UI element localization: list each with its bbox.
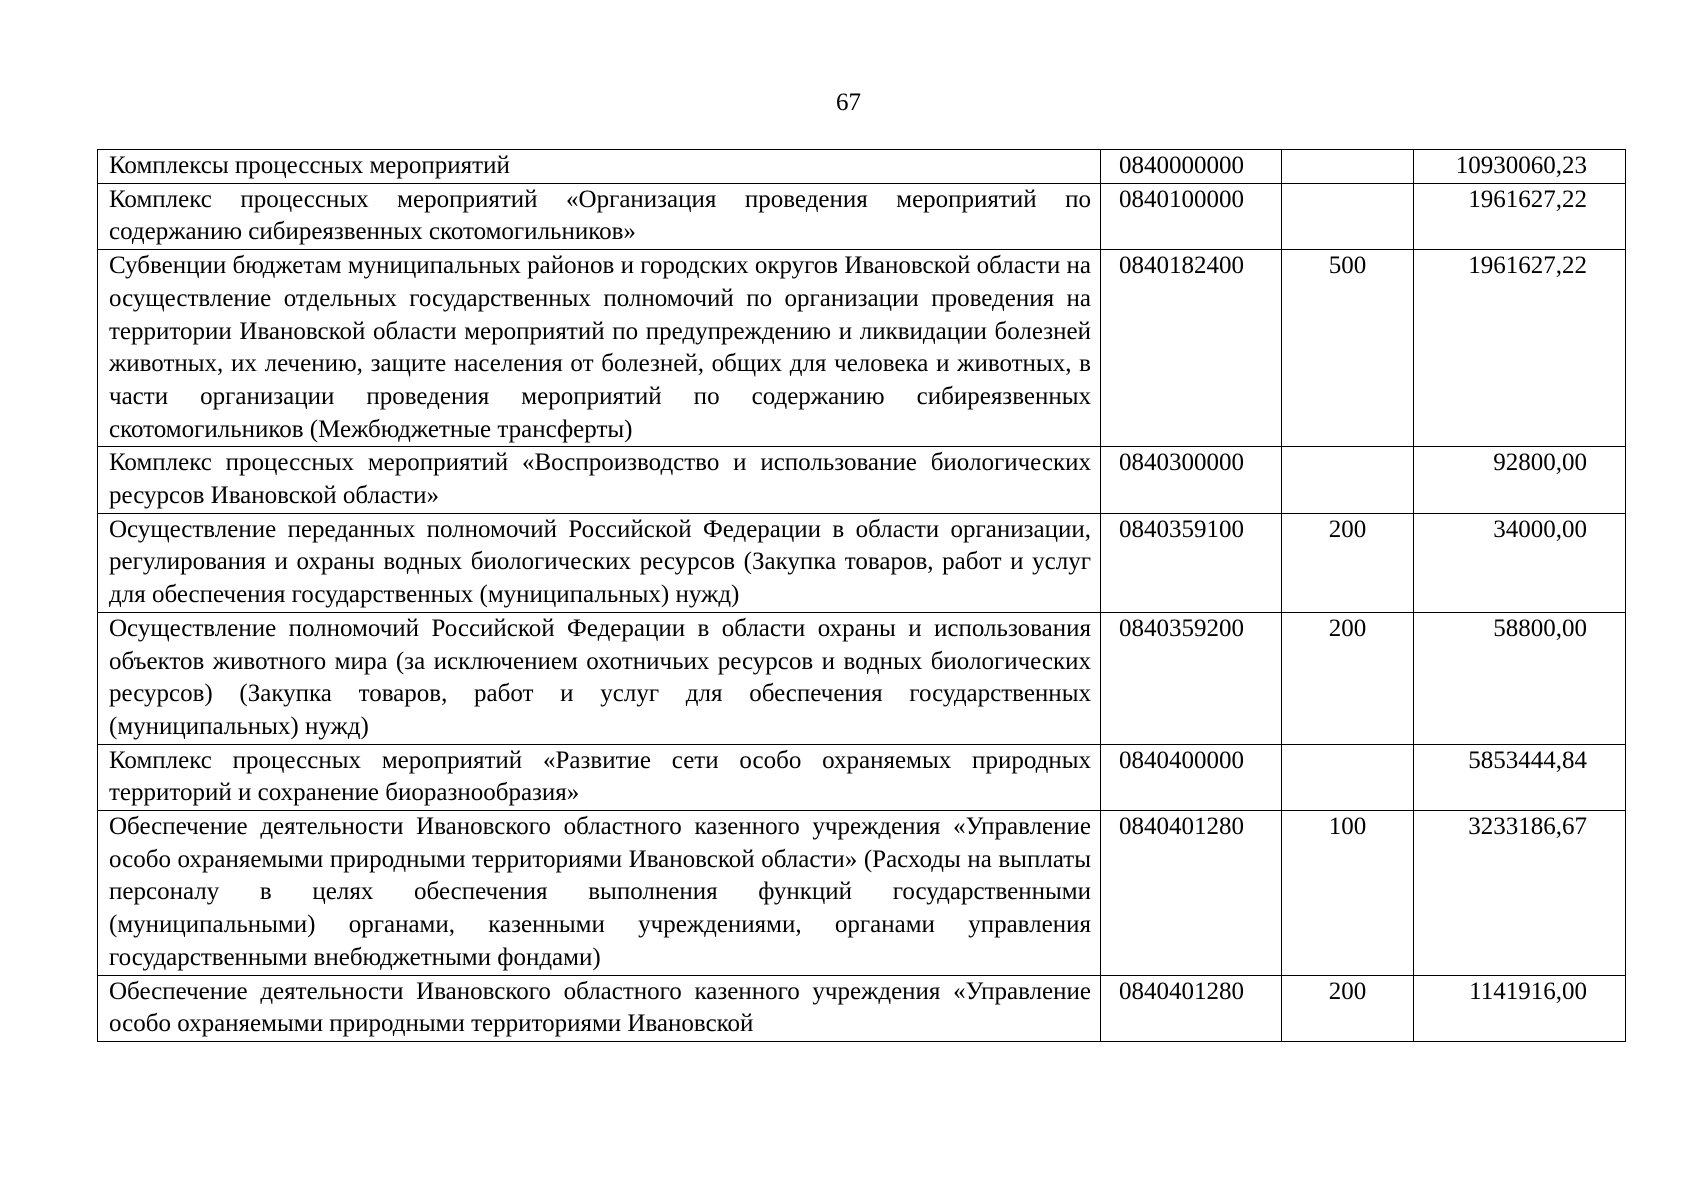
row-name-cell: Комплексы процессных мероприятий [98,150,1101,184]
budget-table-body [98,150,1626,1042]
row-type-cell: 100 [1282,811,1414,976]
table-row [98,447,1626,513]
table-row [98,975,1626,1041]
row-name-cell: Субвенции бюджетам муниципальных районов и городских округов Ивановской области на осуществление отдельных государственных полномочий по организации проведения на территории Ивановской области мероприятий по предупреждению и ликвидации болезней животных, их лечению, защите населения от болезней, общих для человека и животных, в части организации проведения мероприятий по содержанию сибиреязвенных скотомогильников (Межбюджетные трансферты) [98,250,1101,447]
row-code-cell: 0840359200 [1101,612,1282,744]
row-amount-cell: 1961627,22 [1414,250,1626,447]
row-type-cell: 200 [1282,975,1414,1041]
row-code-cell: 0840401280 [1101,975,1282,1041]
row-amount-cell: 34000,00 [1414,513,1626,612]
row-amount-cell: 10930060,23 [1414,150,1626,184]
table-row [98,744,1626,810]
row-type-cell [1282,744,1414,810]
row-code-cell: 0840400000 [1101,744,1282,810]
row-type-cell [1282,183,1414,249]
row-amount-cell: 3233186,67 [1414,811,1626,976]
table-row [98,811,1626,976]
budget-table [97,149,1626,1042]
row-name-cell: Комплекс процессных мероприятий «Развитие сети особо охраняемых природных территорий и сохранение биоразнообразия» [98,744,1101,810]
row-code-cell: 0840300000 [1101,447,1282,513]
row-name-cell: Обеспечение деятельности Ивановского областного казенного учреждения «Управление особо охраняемыми природными территориями Ивановской [98,975,1101,1041]
row-type-cell [1282,447,1414,513]
table-row [98,513,1626,612]
row-code-cell: 0840182400 [1101,250,1282,447]
row-amount-cell: 58800,00 [1414,612,1626,744]
row-amount-cell: 1961627,22 [1414,183,1626,249]
row-type-cell: 200 [1282,513,1414,612]
row-type-cell [1282,150,1414,184]
row-type-cell: 200 [1282,612,1414,744]
page-number: 67 [836,89,861,116]
row-name-cell: Комплекс процессных мероприятий «Воспроизводство и использование биологических ресурсов Ивановской области» [98,447,1101,513]
row-code-cell: 0840000000 [1101,150,1282,184]
row-code-cell: 0840100000 [1101,183,1282,249]
row-name-cell: Осуществление переданных полномочий Российской Федерации в области организации, регулирования и охраны водных биологических ресурсов (Закупка товаров, работ и услуг для обеспечения государственных (муниципальных) нужд) [98,513,1101,612]
table-row [98,250,1626,447]
row-code-cell: 0840401280 [1101,811,1282,976]
row-name-cell: Осуществление полномочий Российской Федерации в области охраны и использования объектов животного мира (за исключением охотничьих ресурсов и водных биологических ресурсов) (Закупка товаров, работ и услуг для обеспечения государственных (муниципальных) нужд) [98,612,1101,744]
row-amount-cell: 1141916,00 [1414,975,1626,1041]
row-code-cell: 0840359100 [1101,513,1282,612]
row-name-cell: Обеспечение деятельности Ивановского областного казенного учреждения «Управление особо охраняемыми природными территориями Ивановской области» (Расходы на выплаты персоналу в целях обеспечения выполнения функций государственными (муниципальными) органами, казенными учреждениями, органами управления государственными внебюджетными фондами) [98,811,1101,976]
row-amount-cell: 92800,00 [1414,447,1626,513]
table-row [98,183,1626,249]
row-name-cell: Комплекс процессных мероприятий «Организация проведения мероприятий по содержанию сибиреязвенных скотомогильников» [98,183,1101,249]
row-type-cell: 500 [1282,250,1414,447]
row-amount-cell: 5853444,84 [1414,744,1626,810]
table-row [98,612,1626,744]
table-row [98,150,1626,184]
